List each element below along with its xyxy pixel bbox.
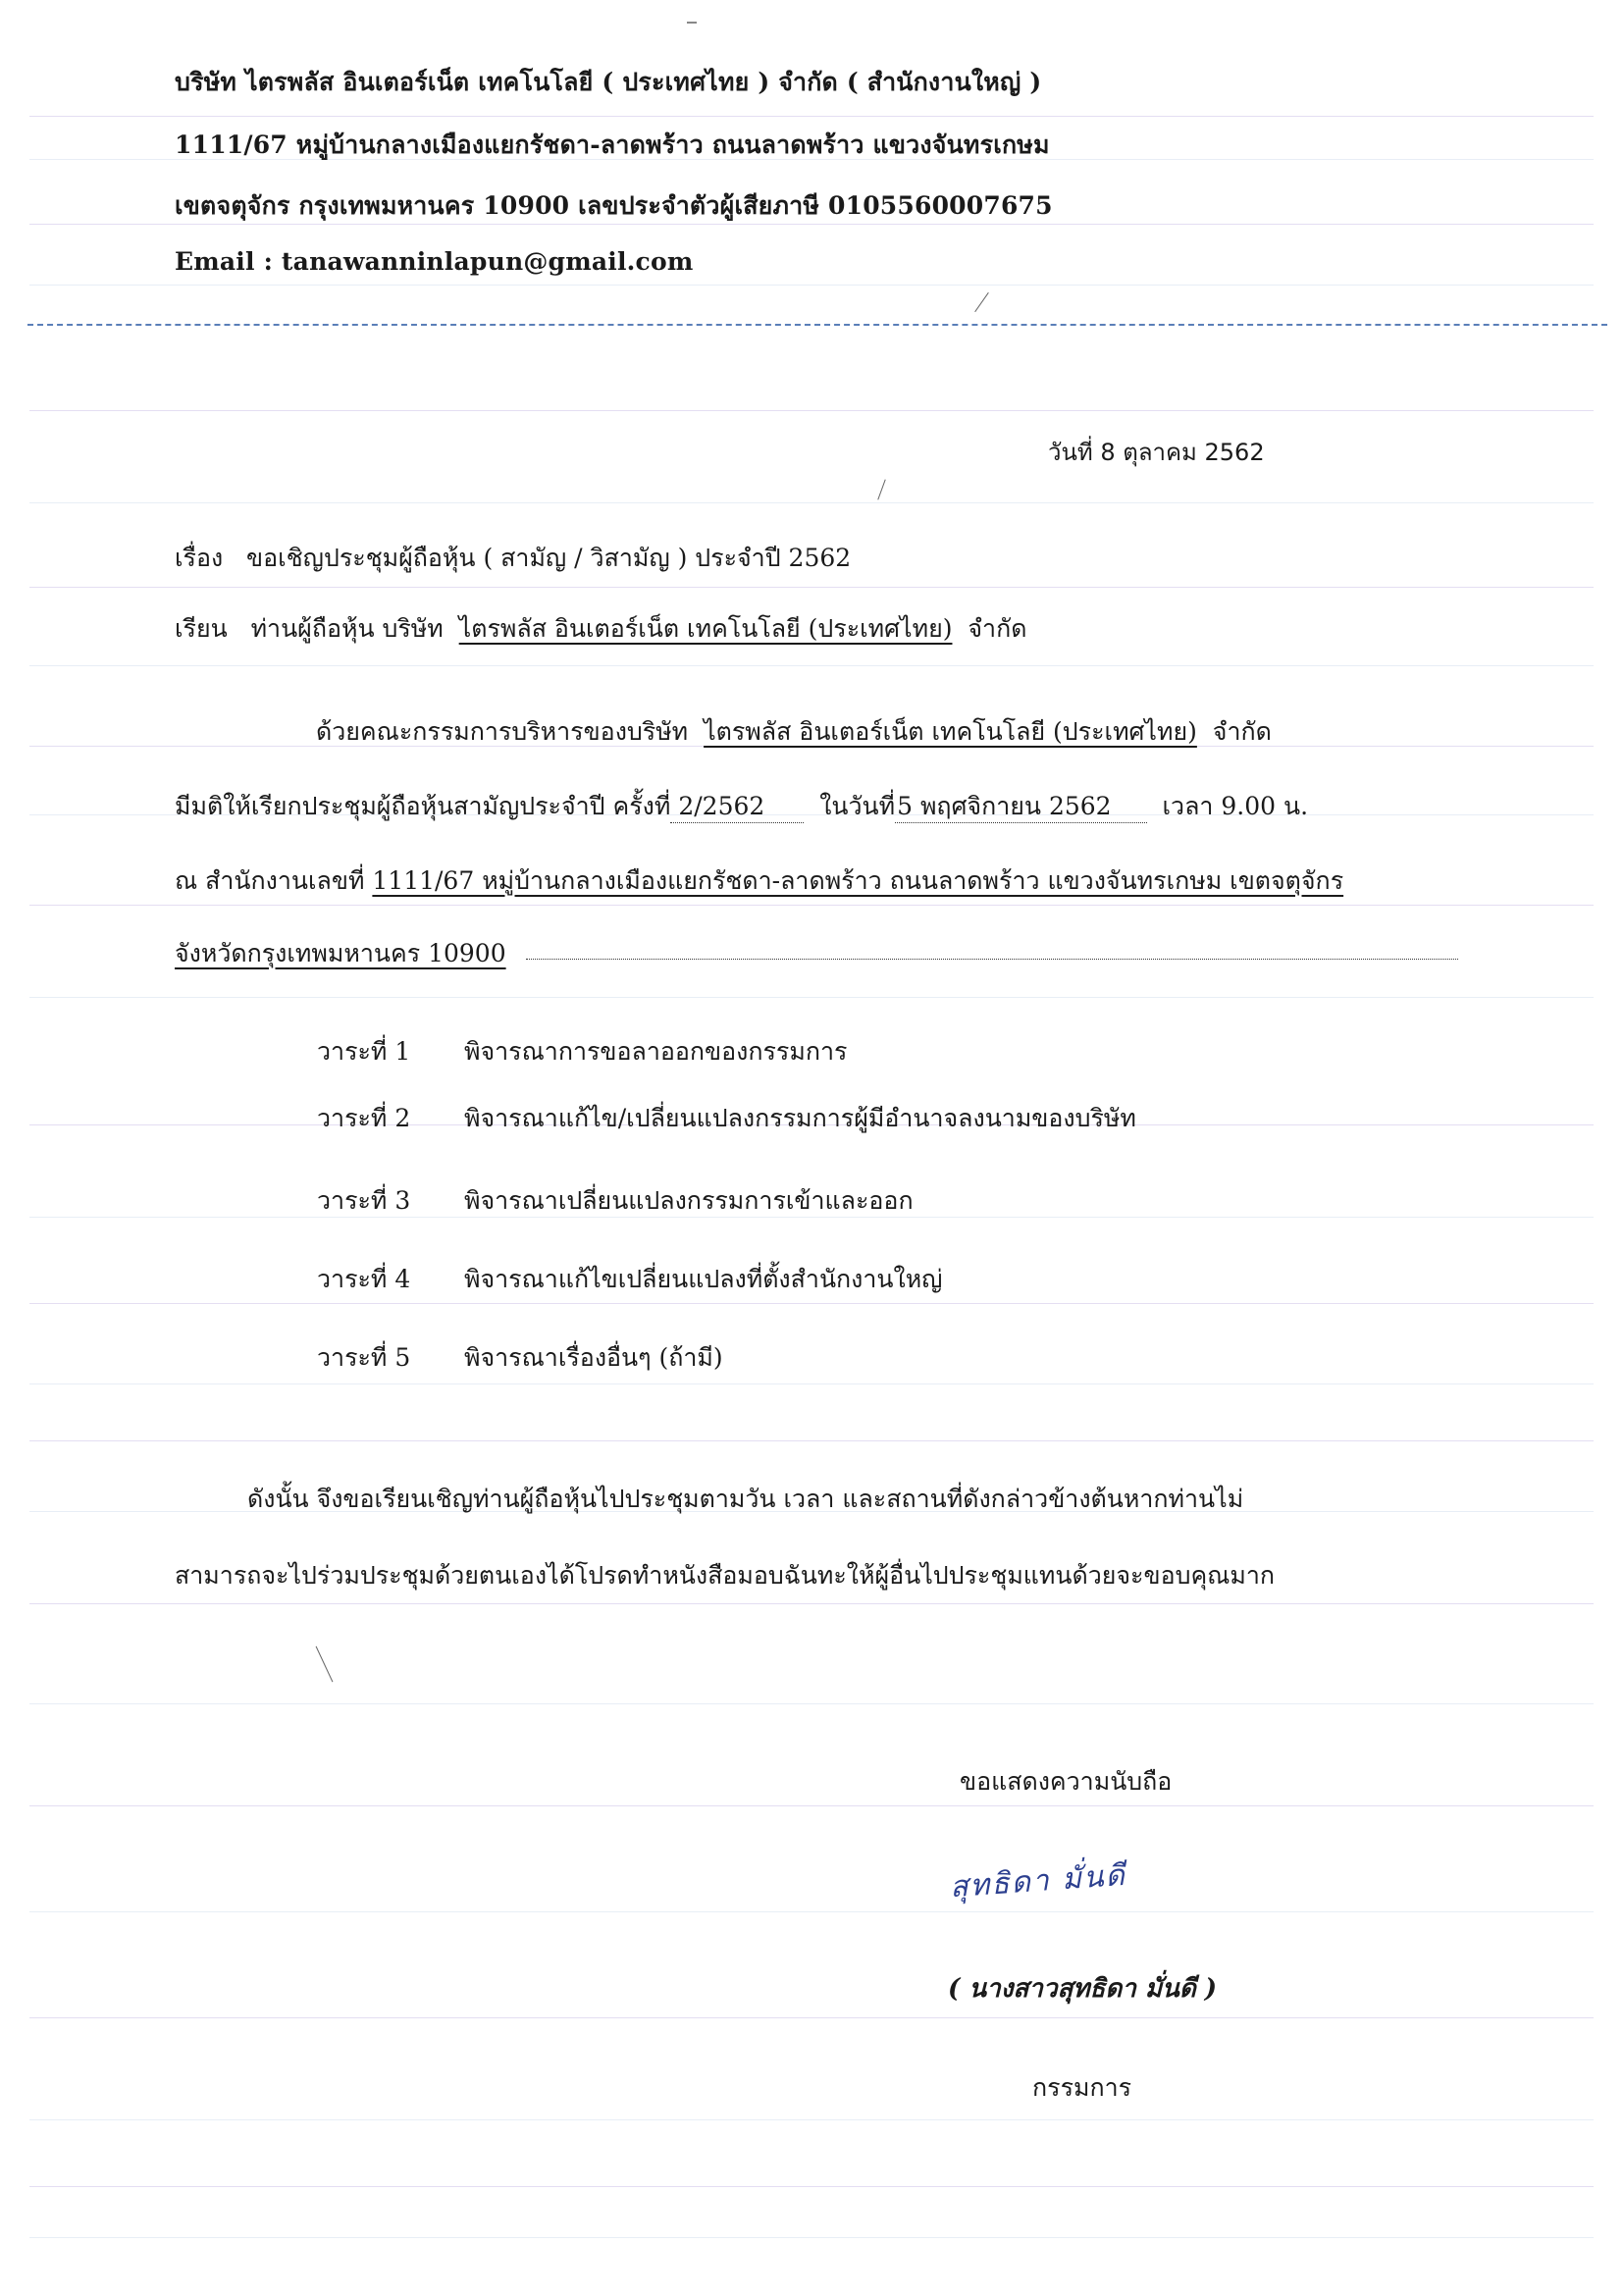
regards: ขอแสดงความนับถือ — [960, 1767, 1173, 1796]
handwritten-signature: สุทธิดา มั่นดี — [948, 1857, 1128, 1905]
letter-date: วันที่ 8 ตุลาคม 2562 — [1048, 439, 1265, 466]
scan-mark — [316, 1646, 334, 1683]
scan-mark — [877, 479, 885, 499]
recipient-line — [175, 609, 1026, 649]
header-divider — [27, 324, 1607, 326]
body-line-3: ณ สำนักงานเลขที่ 1111/67 หมู่บ้านกลางเมืองแยกรัชดา-ลาดพร้าว ถนนลาดพร้าว แขวงจันทรเกษม เขตจตุจักร — [175, 866, 1344, 895]
recipient-suffix: จำกัด — [968, 614, 1027, 643]
scan-mark — [974, 292, 989, 312]
email: Email : tanawanninlapun@gmail.com — [175, 247, 694, 276]
body-line-2: มีมติให้เรียกประชุมผู้ถือหุ้นสามัญประจำปี ครั้งที่ 2/2562 ในวันที่5 พฤศจิกายน 2562 เวลา 9.00 น. — [175, 787, 1308, 826]
meeting-address: 1111/67 หมู่บ้านกลางเมืองแยกรัชดา-ลาดพร้าว ถนนลาดพร้าว แขวงจันทรเกษม เขตจตุจักร — [372, 866, 1344, 895]
subject-label: เรื่อง — [175, 544, 224, 572]
recipient-company: ไตรพลัส อินเตอร์เน็ต เทคโนโลยี (ประเทศไทย) — [458, 614, 953, 643]
meeting-time: เวลา 9.00 น. — [1162, 792, 1309, 820]
body-line-1: ด้วยคณะกรรมการบริหารของบริษัท ไตรพลัส อินเตอร์เน็ต เทคโนโลยี (ประเทศไทย) จำกัด — [316, 717, 1272, 746]
address-line-1: 1111/67 หมู่บ้านกลางเมืองแยกรัชดา-ลาดพร้าว ถนนลาดพร้าว แขวงจันทรเกษม — [175, 130, 1050, 159]
subject-line — [175, 539, 851, 578]
closing-line-1: ดังนั้น จึงขอเรียนเชิญท่านผู้ถือหุ้นไปประชุมตามวัน เวลา และสถานที่ดังกล่าวข้างต้นหากท่านไม่ — [247, 1485, 1244, 1513]
recipient-label: เรียน — [175, 614, 228, 643]
meeting-number: 2/2562 — [670, 792, 804, 823]
address-fill-line — [526, 959, 1458, 960]
signer-title: กรรมการ — [1032, 2073, 1132, 2102]
body-company: ไตรพลัส อินเตอร์เน็ต เทคโนโลยี (ประเทศไทย) — [704, 717, 1197, 746]
body-line-4 — [175, 934, 506, 973]
meeting-province: จังหวัดกรุงเทพมหานคร 10900 — [175, 939, 506, 967]
closing-line-2: สามารถจะไปร่วมประชุมด้วยตนเองได้โปรดทำหนังสือมอบฉันทะให้ผู้อื่นไปประชุมแทนด้วยจะขอบคุณมาก — [175, 1561, 1276, 1590]
subject-text: ขอเชิญประชุมผู้ถือหุ้น ( สามัญ / วิสามัญ ) ประจำปี 2562 — [246, 544, 852, 572]
address-line-2: เขตจตุจักร กรุงเทพมหานคร 10900 เลขประจำตัวผู้เสียภาษี 0105560007675 — [175, 191, 1053, 220]
company-name: บริษัท ไตรพลัส อินเตอร์เน็ต เทคโนโลยี ( ประเทศไทย ) จำกัด ( สำนักงานใหญ่ ) — [175, 68, 1042, 96]
meeting-date: 5 พฤศจิกายน 2562 — [895, 792, 1146, 823]
scan-mark — [687, 22, 697, 24]
recipient-prefix: ท่านผู้ถือหุ้น บริษัท — [250, 614, 444, 643]
signer-name: ( นางสาวสุทธิดา มั่นดี ) — [948, 1974, 1218, 2004]
